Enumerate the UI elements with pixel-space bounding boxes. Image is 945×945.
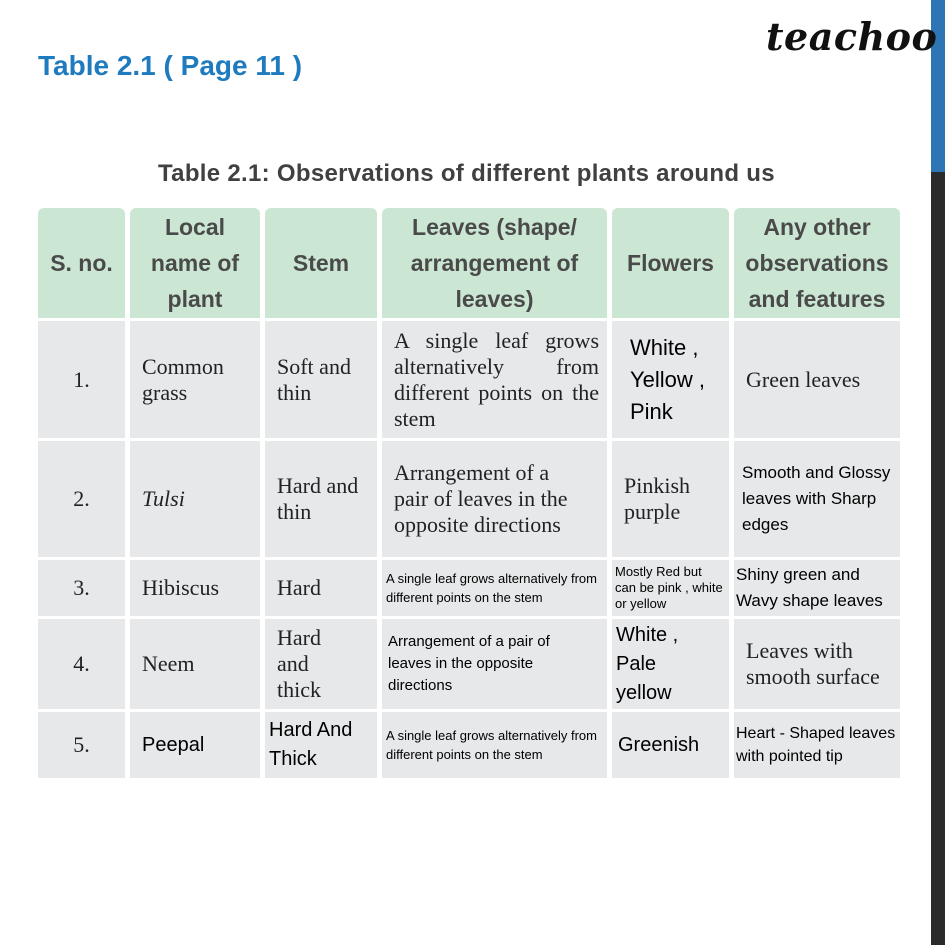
row4-other: Leaves with smooth surface	[734, 619, 900, 709]
row3-other: Shiny green and Wavy shape leaves	[734, 560, 900, 616]
row5-leaves: A single leaf grows alternatively from different points on the stem	[382, 712, 607, 778]
header-other: Any other observations and features	[734, 208, 900, 318]
row2-leaves: Arrangement of a pair of leaves in the opposite directions	[382, 441, 607, 557]
row4-stem: Hard and thick	[265, 619, 377, 709]
row2-name: Tulsi	[130, 441, 260, 557]
row3-stem: Hard	[265, 560, 377, 616]
row5-sno: 5.	[38, 712, 125, 778]
header-flowers: Flowers	[612, 208, 729, 318]
row5-stem: Hard And Thick	[265, 712, 377, 778]
brand-logo: teachoo	[766, 14, 938, 59]
row5-other: Heart - Shaped leaves with pointed tip	[734, 712, 900, 778]
header-sno: S. no.	[38, 208, 125, 318]
row3-flowers: Mostly Red but can be pink , white or yellow	[612, 560, 729, 616]
row2-flowers: Pinkish purple	[612, 441, 729, 557]
row4-sno: 4.	[38, 619, 125, 709]
row3-name: Hibiscus	[130, 560, 260, 616]
row5-name: Peepal	[130, 712, 260, 778]
table-caption: Table 2.1: Observations of different plants around us	[158, 160, 775, 187]
row3-sno: 3.	[38, 560, 125, 616]
row1-stem: Soft and thin	[265, 321, 377, 438]
row1-flowers: White , Yellow , Pink	[612, 321, 729, 438]
header-local-name: Local name of plant	[130, 208, 260, 318]
row1-name: Common grass	[130, 321, 260, 438]
row1-leaves: A single leaf grows alternatively from different points on the stem	[382, 321, 607, 438]
row4-leaves: Arrangement of a pair of leaves in the opposite directions	[382, 619, 607, 709]
row5-flowers: Greenish	[612, 712, 729, 778]
row1-other: Green leaves	[734, 321, 900, 438]
page-title: Table 2.1 ( Page 11 )	[38, 50, 303, 81]
row1-sno: 1.	[38, 321, 125, 438]
header-stem: Stem	[265, 208, 377, 318]
row2-stem: Hard and thin	[265, 441, 377, 557]
row4-flowers: White , Pale yellow	[612, 619, 729, 709]
row4-name: Neem	[130, 619, 260, 709]
row3-leaves: A single leaf grows alternatively from different points on the stem	[382, 560, 607, 616]
row2-sno: 2.	[38, 441, 125, 557]
row2-other: Smooth and Glossy leaves with Sharp edges	[734, 441, 900, 557]
header-leaves: Leaves (shape/ arrangement of leaves)	[382, 208, 607, 318]
